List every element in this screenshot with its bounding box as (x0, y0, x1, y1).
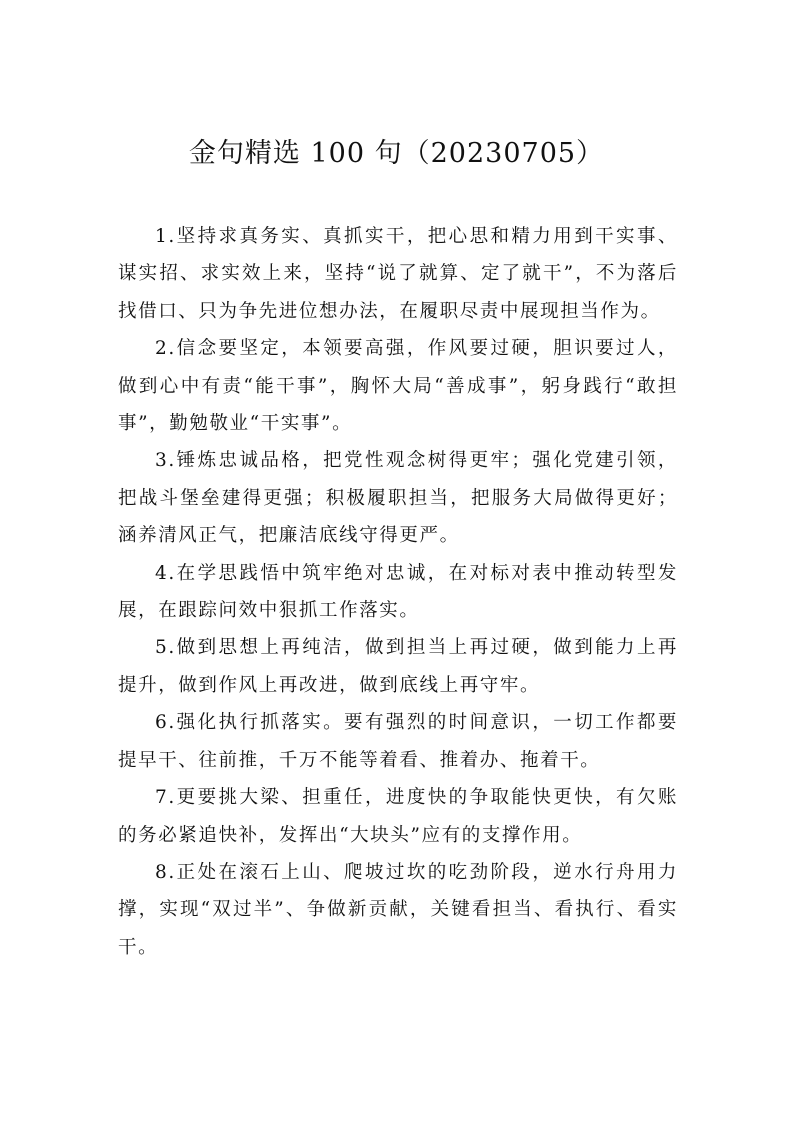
paragraph-8: 8.正处在滚石上山、爬坡过坎的吃劲阶段，逆水行舟用力撑，实现“双过半”、争做新贡献，关键看担当、看执行、看实干。 (118, 861, 678, 958)
document-body (118, 218, 678, 966)
paragraph-1: 1.坚持求真务实、真抓实干，把心思和精力用到干实事、谋实招、求实效上来，坚持“说了就算、定了就干”，不为落后找借口、只为争先进位想办法，在履职尽责中展现担当作为。 (118, 226, 678, 322)
document-title: 金句精选 100 句（20230705） (188, 138, 605, 169)
paragraph-4: 4.在学思践悟中筑牢绝对忠诚，在对标对表中推动转型发展，在跟踪问效中狠抓工作落实。 (118, 562, 678, 622)
paragraph-7: 7.更要挑大梁、担重任，进度快的争取能快更快，有欠账的务必紧追快补，发挥出“大块头”应有的支撑作用。 (118, 787, 678, 846)
paragraph-5: 5.做到思想上再纯洁，做到担当上再过硬，做到能力上再提升，做到作风上再改进，做到底线上再守牢。 (118, 637, 678, 696)
paragraph-2: 2.信念要坚定，本领要高强，作风要过硬，胆识要过人，做到心中有责“能干事”，胸怀大局“善成事”，躬身践行“敢担事”，勤勉敬业“干实事”。 (118, 338, 678, 435)
paragraph-3: 3.锤炼忠诚品格，把党性观念树得更牢；强化党建引领，把战斗堡垒建得更强；积极履职担当，把服务大局做得更好；涵养清风正气，把廉洁底线守得更严。 (118, 450, 678, 547)
paragraph-6: 6.强化执行抓落实。要有强烈的时间意识，一切工作都要提早干、往前推，千万不能等着看、推着办、拖着干。 (118, 712, 678, 771)
